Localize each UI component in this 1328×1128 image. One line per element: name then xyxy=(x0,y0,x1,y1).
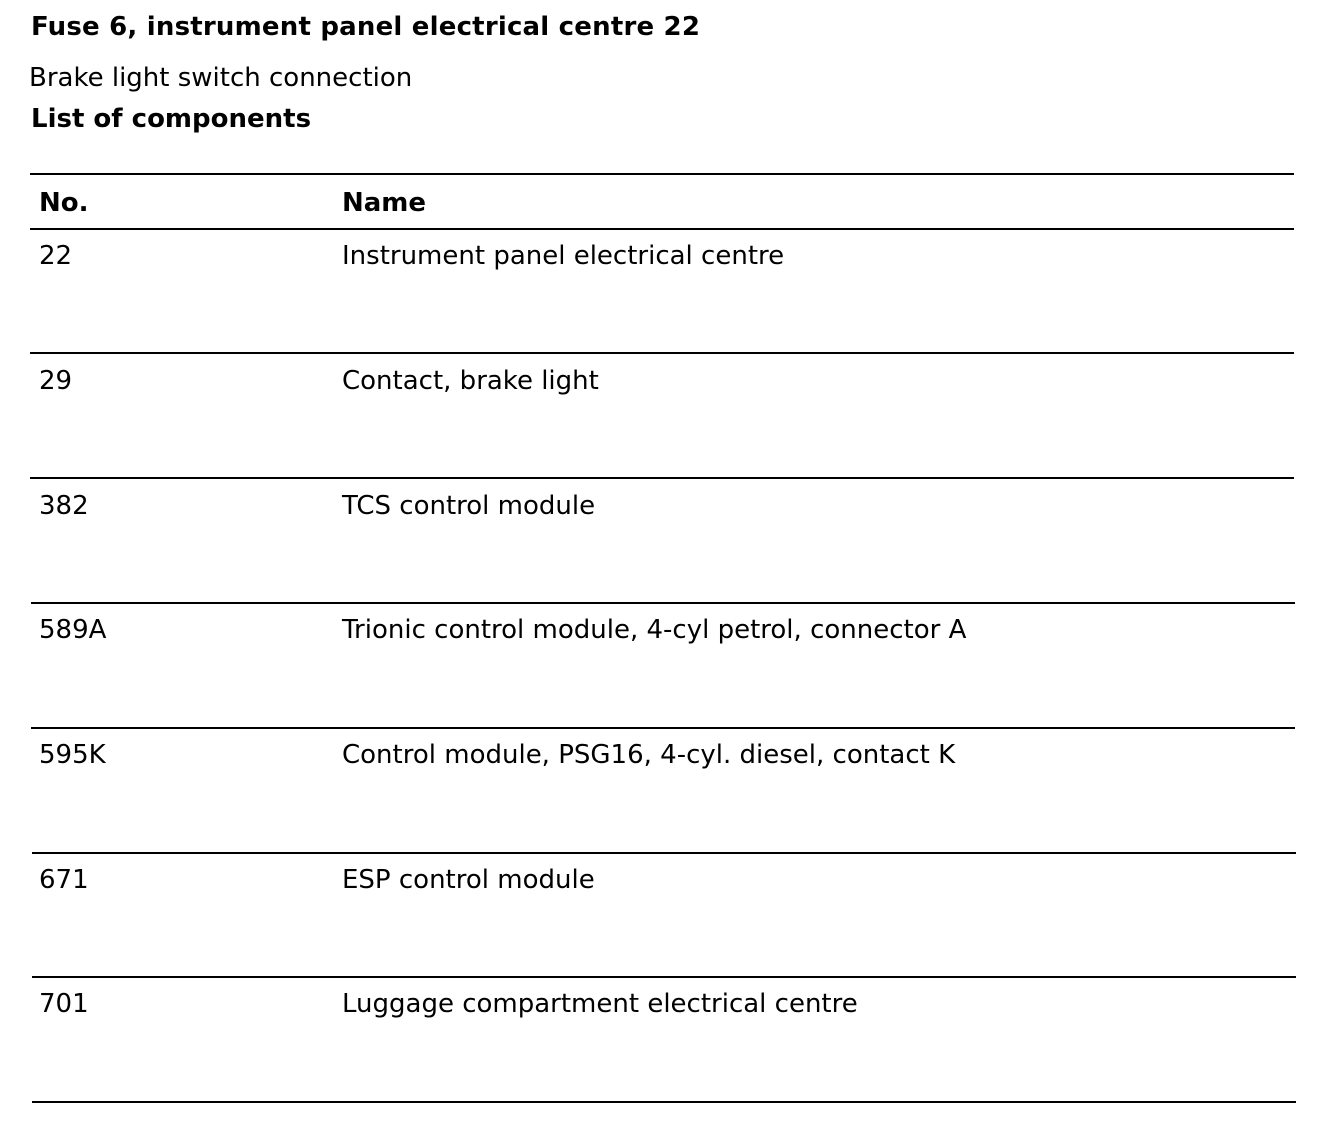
table-row-name: Instrument panel electrical centre xyxy=(342,241,785,271)
table-row-no: 382 xyxy=(39,491,89,521)
row-divider xyxy=(32,852,1296,854)
table-row-name: ESP control module xyxy=(342,865,595,895)
table-row-no: 671 xyxy=(39,865,89,895)
table-row-no: 29 xyxy=(39,366,73,396)
row-divider xyxy=(31,602,1295,604)
column-header-name: Name xyxy=(342,188,427,218)
row-divider xyxy=(30,477,1294,479)
table-row-name: Contact, brake light xyxy=(342,366,599,396)
table-bottom-rule xyxy=(32,1101,1296,1103)
table-row-name: Control module, PSG16, 4-cyl. diesel, contact K xyxy=(342,740,956,770)
table-top-rule xyxy=(30,173,1294,175)
table-row-no: 589A xyxy=(39,615,107,645)
table-row-name: TCS control module xyxy=(342,491,596,521)
table-row-no: 701 xyxy=(39,989,89,1019)
row-divider xyxy=(31,727,1295,729)
column-header-no: No. xyxy=(39,188,89,218)
table-row-name: Luggage compartment electrical centre xyxy=(342,989,858,1019)
page-subtitle: Brake light switch connection xyxy=(29,63,413,93)
page-title: Fuse 6, instrument panel electrical centre 22 xyxy=(31,12,701,42)
table-header-rule xyxy=(30,228,1294,230)
row-divider xyxy=(32,976,1296,978)
table-row-no: 595K xyxy=(39,740,106,770)
row-divider xyxy=(30,352,1294,354)
table-row-name: Trionic control module, 4-cyl petrol, connector A xyxy=(342,615,967,645)
list-heading: List of components xyxy=(31,104,312,134)
table-row-no: 22 xyxy=(39,241,73,271)
